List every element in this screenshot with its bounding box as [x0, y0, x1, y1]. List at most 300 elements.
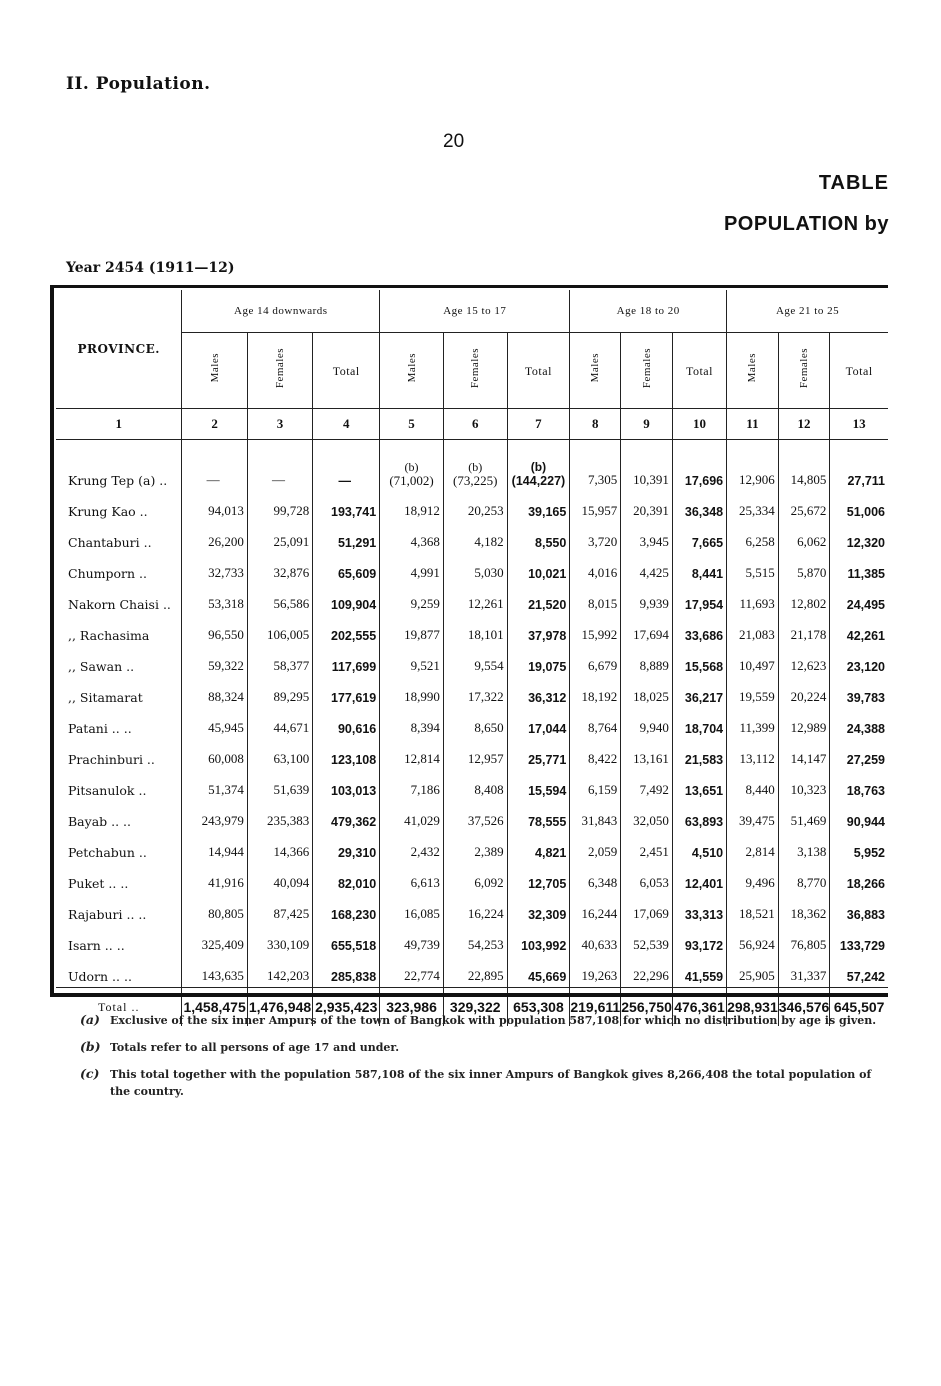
total-cell: 1,458,475 [182, 988, 247, 1027]
total-cell: 219,611 [570, 988, 621, 1027]
table-cell: 235,383 [247, 801, 312, 832]
total-cell: 298,931 [727, 988, 779, 1027]
column-number-row [56, 409, 888, 440]
table-cell: 60,008 [182, 739, 247, 770]
table-cell: 10,021 [507, 553, 570, 584]
column-number: 6 [443, 409, 507, 440]
table-cell: 58,377 [247, 646, 312, 677]
table-cell: 31,337 [778, 956, 830, 988]
table-cell: 17,322 [443, 677, 507, 708]
table-cell: 8,764 [570, 708, 621, 739]
province-name: Udorn .. .. [68, 969, 132, 984]
table-cell: 133,729 [830, 925, 888, 956]
province-name: Prachinburi .. [68, 752, 155, 767]
subheader-females [778, 333, 830, 409]
group-header [727, 290, 888, 333]
table-cell: 8,650 [443, 708, 507, 739]
table-cell: 11,693 [727, 584, 779, 615]
table-cell: 15,957 [570, 491, 621, 522]
table-cell: 25,672 [778, 491, 830, 522]
table-cell: 26,200 [182, 522, 247, 553]
table-cell: 14,944 [182, 832, 247, 863]
table-cell: 51,374 [182, 770, 247, 801]
table-cell: 10,323 [778, 770, 830, 801]
table-cell: 9,521 [380, 646, 444, 677]
table-cell: 4,368 [380, 522, 444, 553]
table-cell: 18,025 [621, 677, 673, 708]
table-row [56, 646, 888, 677]
table-cell: 6,053 [621, 863, 673, 894]
table-cell: 49,739 [380, 925, 444, 956]
year-label: Year 2454 (1911—12) [66, 260, 235, 276]
table-cell: 143,635 [182, 956, 247, 988]
total-label: Total [845, 363, 873, 378]
column-number: 2 [182, 409, 247, 440]
table-cell: 6,258 [727, 522, 779, 553]
table-cell: 9,554 [443, 646, 507, 677]
table-cell: 23,120 [830, 646, 888, 677]
column-number: 4 [313, 409, 380, 440]
table-subtitle: POPULATION by [723, 213, 889, 235]
table-row [56, 553, 888, 584]
province-name: Petchabun .. [68, 845, 147, 860]
table-cell: 37,978 [507, 615, 570, 646]
total-cell: 645,507 [830, 988, 888, 1027]
table-cell: 7,492 [621, 770, 673, 801]
table-cell: 16,085 [380, 894, 444, 925]
total-label: Total [332, 363, 360, 378]
table-cell: 6,092 [443, 863, 507, 894]
table-cell: 45,669 [507, 956, 570, 988]
group-label: Age 18 to 20 [616, 305, 680, 317]
table-cell: 12,320 [830, 522, 888, 553]
table-cell: 80,805 [182, 894, 247, 925]
table-cell: 19,877 [380, 615, 444, 646]
province-name: Chantaburi .. [68, 535, 152, 550]
table-cell: 4,510 [672, 832, 726, 863]
table-cell: 36,348 [672, 491, 726, 522]
table-cell: 285,838 [313, 956, 380, 988]
cell-value: (73,225) [453, 473, 498, 488]
table-cell: 21,178 [778, 615, 830, 646]
province-name: Bayab .. .. [68, 814, 131, 829]
total-cell: 329,322 [443, 988, 507, 1027]
table-cell: 106,005 [247, 615, 312, 646]
table-cell: 31,843 [570, 801, 621, 832]
table-cell: 27,259 [830, 739, 888, 770]
table-cell: 12,906 [727, 448, 779, 491]
table-cell: 51,469 [778, 801, 830, 832]
table-cell: 41,559 [672, 956, 726, 988]
table-cell: 6,062 [778, 522, 830, 553]
table-cell: 5,952 [830, 832, 888, 863]
province-name: Isarn .. .. [68, 938, 125, 953]
footnote-label: (b) [80, 1039, 101, 1054]
table-cell: 39,165 [507, 491, 570, 522]
table-row [56, 448, 888, 491]
table-cell: 8,550 [507, 522, 570, 553]
table-cell: 17,069 [621, 894, 673, 925]
table-cell: 88,324 [182, 677, 247, 708]
table-cell: 18,763 [830, 770, 888, 801]
table-cell: 13,112 [727, 739, 779, 770]
column-number: 5 [380, 409, 444, 440]
cell-value: (71,002) [389, 473, 434, 488]
table-row [56, 677, 888, 708]
table-cell: 19,559 [727, 677, 779, 708]
table-cell: 32,876 [247, 553, 312, 584]
males-label: Males [208, 353, 221, 383]
table-cell: 14,147 [778, 739, 830, 770]
table-cell: 17,694 [621, 615, 673, 646]
table-cell: 19,263 [570, 956, 621, 988]
table-cell: 40,094 [247, 863, 312, 894]
table-cell: 42,261 [830, 615, 888, 646]
table-cell: 18,990 [380, 677, 444, 708]
table-cell: 87,425 [247, 894, 312, 925]
province-name: Patani .. .. [68, 721, 132, 736]
table-cell: 32,309 [507, 894, 570, 925]
males-label: Males [589, 353, 602, 383]
total-cell: 653,308 [507, 988, 570, 1027]
table-cell: 9,496 [727, 863, 779, 894]
table-cell: 54,253 [443, 925, 507, 956]
province-name: ,, Rachasima [68, 628, 150, 643]
table-cell: 44,671 [247, 708, 312, 739]
table-cell: 24,495 [830, 584, 888, 615]
table-cell: 63,100 [247, 739, 312, 770]
table-cell: 82,010 [313, 863, 380, 894]
table-cell: 12,802 [778, 584, 830, 615]
table-cell: 6,679 [570, 646, 621, 677]
province-header-cell [56, 290, 182, 409]
province-name: Puket .. .. [68, 876, 129, 891]
table-cell: 12,401 [672, 863, 726, 894]
province-name: ,, Sitamarat [68, 690, 143, 705]
table-body [56, 440, 888, 1027]
table-cell: 2,389 [443, 832, 507, 863]
females-label: Females [469, 347, 482, 389]
table-cell: 45,945 [182, 708, 247, 739]
total-cell: 323,986 [380, 988, 444, 1027]
table-cell: 12,957 [443, 739, 507, 770]
table-cell: 14,366 [247, 832, 312, 863]
table-cell: 168,230 [313, 894, 380, 925]
table-cell: 20,253 [443, 491, 507, 522]
table-cell: 10,391 [621, 448, 673, 491]
table-cell: 25,905 [727, 956, 779, 988]
table-cell: 3,945 [621, 522, 673, 553]
table-cell: 13,651 [672, 770, 726, 801]
table-cell: 32,733 [182, 553, 247, 584]
footnote-label: (a) [80, 1012, 100, 1027]
table-row [56, 832, 888, 863]
table-cell: 103,013 [313, 770, 380, 801]
page-number: 20 [443, 131, 465, 152]
table-cell: 16,244 [570, 894, 621, 925]
table-row [56, 925, 888, 956]
table-cell: 193,741 [313, 491, 380, 522]
table-cell: 18,521 [727, 894, 779, 925]
population-table [50, 285, 888, 1015]
table-cell: 51,639 [247, 770, 312, 801]
group-header [182, 290, 380, 333]
table-row [56, 615, 888, 646]
table-cell: 13,161 [621, 739, 673, 770]
table-top-rule [50, 285, 888, 288]
table-cell: 32,050 [621, 801, 673, 832]
footnote-a [80, 1012, 876, 1027]
subheader-males [182, 333, 247, 409]
table-cell: 4,182 [443, 522, 507, 553]
population-grid [56, 290, 888, 1026]
subheader-females [443, 333, 507, 409]
table-cell: 2,814 [727, 832, 779, 863]
males-label: Males [405, 353, 418, 383]
table-cell: 7,305 [570, 448, 621, 491]
table-cell: 22,296 [621, 956, 673, 988]
table-cell: 36,217 [672, 677, 726, 708]
table-cell: 123,108 [313, 739, 380, 770]
table-row [56, 708, 888, 739]
females-label: Females [798, 347, 811, 389]
table-cell: 56,586 [247, 584, 312, 615]
table-cell: 109,904 [313, 584, 380, 615]
table-cell: 8,394 [380, 708, 444, 739]
table-cell: 330,109 [247, 925, 312, 956]
table-cell: 103,992 [507, 925, 570, 956]
table-cell: 9,940 [621, 708, 673, 739]
table-cell: 33,686 [672, 615, 726, 646]
table-row [56, 863, 888, 894]
table-cell: 20,391 [621, 491, 673, 522]
table-cell: 8,770 [778, 863, 830, 894]
table-cell: 9,939 [621, 584, 673, 615]
table-cell: 15,992 [570, 615, 621, 646]
table-cell: 5,030 [443, 553, 507, 584]
table-cell: 142,203 [247, 956, 312, 988]
table-cell: — [247, 448, 312, 491]
table-cell: 17,044 [507, 708, 570, 739]
table-cell: 25,771 [507, 739, 570, 770]
total-cell: 346,576 [778, 988, 830, 1027]
table-cell: 8,015 [570, 584, 621, 615]
table-cell: 24,388 [830, 708, 888, 739]
table-cell: 51,291 [313, 522, 380, 553]
table-cell: 90,944 [830, 801, 888, 832]
b-footnote-mark: (b) [404, 460, 419, 474]
total-label: Total [685, 363, 713, 378]
b-footnote-mark: (b) [468, 460, 483, 474]
table-cell: 11,385 [830, 553, 888, 584]
table-cell: 25,091 [247, 522, 312, 553]
section-title: II. Population. [66, 74, 211, 94]
table-cell: 90,616 [313, 708, 380, 739]
table-cell: 17,696 [672, 448, 726, 491]
table-cell: 12,814 [380, 739, 444, 770]
table-row [56, 584, 888, 615]
table-cell: 4,425 [621, 553, 673, 584]
table-cell: 27,711 [830, 448, 888, 491]
total-cell: 256,750 [621, 988, 673, 1027]
table-cell: 8,889 [621, 646, 673, 677]
footnote-label: (c) [80, 1066, 100, 1081]
province-name: Nakorn Chaisi .. [68, 597, 171, 612]
province-name: Pitsanulok .. [68, 783, 147, 798]
table-cell: 4,016 [570, 553, 621, 584]
table-cell: 99,728 [247, 491, 312, 522]
table-cell: 6,159 [570, 770, 621, 801]
total-cell: 476,361 [672, 988, 726, 1027]
column-number: 11 [727, 409, 779, 440]
table-row [56, 770, 888, 801]
males-label: Males [746, 353, 759, 383]
table-cell: 65,609 [313, 553, 380, 584]
table-cell: 9,259 [380, 584, 444, 615]
table-cell: 39,475 [727, 801, 779, 832]
table-cell: 16,224 [443, 894, 507, 925]
table-cell [507, 448, 570, 491]
table-cell: 3,720 [570, 522, 621, 553]
table-cell: 59,322 [182, 646, 247, 677]
females-label: Females [640, 347, 653, 389]
table-cell: 57,242 [830, 956, 888, 988]
table-cell: 4,821 [507, 832, 570, 863]
table-cell: 2,432 [380, 832, 444, 863]
subheader-total [507, 333, 570, 409]
table-cell: 177,619 [313, 677, 380, 708]
table-cell: 14,805 [778, 448, 830, 491]
table-cell: 21,083 [727, 615, 779, 646]
table-cell: 78,555 [507, 801, 570, 832]
subheader-males [380, 333, 444, 409]
table-cell: 655,518 [313, 925, 380, 956]
table-cell: 25,334 [727, 491, 779, 522]
table-cell [380, 448, 444, 491]
subheader-males [727, 333, 779, 409]
table-cell: 479,362 [313, 801, 380, 832]
table-row [56, 739, 888, 770]
table-cell: 20,224 [778, 677, 830, 708]
subheader-females [621, 333, 673, 409]
table-cell: 12,261 [443, 584, 507, 615]
total-label: Total .. [56, 988, 182, 1027]
table-cell: 8,440 [727, 770, 779, 801]
table-cell: 76,805 [778, 925, 830, 956]
group-label: Age 15 to 17 [443, 305, 507, 317]
total-cell: 2,935,423 [313, 988, 380, 1027]
subheader-total [830, 333, 888, 409]
table-cell: 39,783 [830, 677, 888, 708]
females-label: Females [274, 347, 287, 389]
province-name: ,, Sawan .. [68, 659, 135, 674]
table-cell: 7,665 [672, 522, 726, 553]
spacer-row [56, 440, 888, 449]
subheader-males [570, 333, 621, 409]
footnote-text: the country. [110, 1085, 184, 1098]
table-cell: 15,594 [507, 770, 570, 801]
group-header [380, 290, 570, 333]
table-row [56, 956, 888, 988]
column-number: 3 [247, 409, 312, 440]
table-cell: 12,623 [778, 646, 830, 677]
table-cell: 93,172 [672, 925, 726, 956]
table-row [56, 894, 888, 925]
table-cell: 56,924 [727, 925, 779, 956]
table-cell: 96,550 [182, 615, 247, 646]
province-name: Krung Tep (a) .. [68, 473, 168, 488]
table-cell: 8,441 [672, 553, 726, 584]
cell-value: (144,227) [511, 474, 566, 488]
province-header: PROVINCE. [77, 342, 160, 356]
footnote-c-continued [110, 1083, 184, 1098]
table-cell: 18,192 [570, 677, 621, 708]
footnote-b [80, 1039, 399, 1054]
subheader-total [672, 333, 726, 409]
column-number: 12 [778, 409, 830, 440]
table-cell: — [182, 448, 247, 491]
table-cell: 53,318 [182, 584, 247, 615]
table-cell: 19,075 [507, 646, 570, 677]
subheader-females [247, 333, 312, 409]
province-name: Chumporn .. [68, 566, 147, 581]
footnote-text: Totals refer to all persons of age 17 and under. [110, 1041, 400, 1054]
table-cell: 41,029 [380, 801, 444, 832]
table-cell: 8,408 [443, 770, 507, 801]
subheader-total [313, 333, 380, 409]
table-row [56, 522, 888, 553]
province-name: Rajaburi .. .. [68, 907, 147, 922]
table-cell: 6,613 [380, 863, 444, 894]
table-cell: 40,633 [570, 925, 621, 956]
table-cell: 63,893 [672, 801, 726, 832]
table-cell: 52,539 [621, 925, 673, 956]
table-cell: 21,583 [672, 739, 726, 770]
table-cell: 36,312 [507, 677, 570, 708]
column-number: 13 [830, 409, 888, 440]
group-header [570, 290, 727, 333]
table-cell: 2,059 [570, 832, 621, 863]
b-footnote-mark: (b) [530, 460, 547, 474]
footnote-text: Exclusive of the six inner Ampurs of the town of Bangkok with population 587,108 for which no distribution by age is given. [110, 1014, 877, 1027]
column-number: 7 [507, 409, 570, 440]
group-label: Age 14 downwards [234, 305, 328, 317]
table-cell: 18,266 [830, 863, 888, 894]
table-cell: 94,013 [182, 491, 247, 522]
table-cell: 202,555 [313, 615, 380, 646]
table-cell: 36,883 [830, 894, 888, 925]
footnote-text: This total together with the population 587,108 of the six inner Ampurs of Bangkok gives 8,266,408 the total population of [110, 1068, 872, 1081]
table-cell: 8,422 [570, 739, 621, 770]
table-cell: 29,310 [313, 832, 380, 863]
table-row [56, 801, 888, 832]
table-cell: 17,954 [672, 584, 726, 615]
table-row [56, 491, 888, 522]
table-title: TABLE [818, 172, 889, 194]
table-cell: — [313, 448, 380, 491]
table-cell: 12,989 [778, 708, 830, 739]
table-cell: 22,774 [380, 956, 444, 988]
table-cell: 15,568 [672, 646, 726, 677]
table-cell: 7,186 [380, 770, 444, 801]
column-number: 1 [56, 409, 182, 440]
table-cell: 33,313 [672, 894, 726, 925]
table-cell: 117,699 [313, 646, 380, 677]
table-cell: 41,916 [182, 863, 247, 894]
table-cell [443, 448, 507, 491]
table-cell: 18,912 [380, 491, 444, 522]
table-cell: 10,497 [727, 646, 779, 677]
